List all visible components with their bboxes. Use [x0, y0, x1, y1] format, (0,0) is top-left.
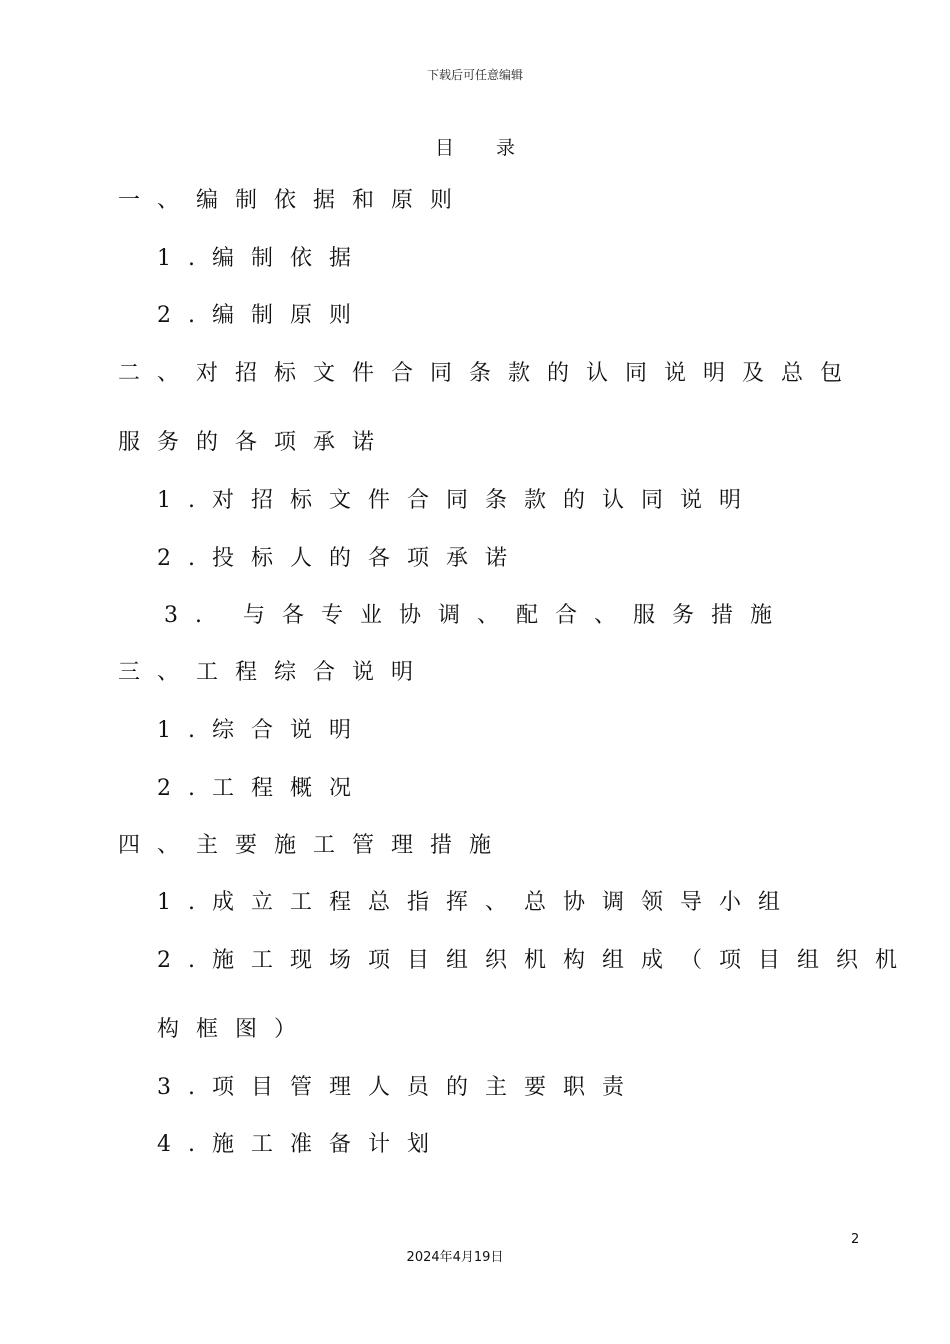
toc-item-2-2: 2.投标人的各项承诺 — [157, 546, 524, 571]
toc-item-4-3: 3.项目管理人员的主要职责 — [157, 1075, 641, 1100]
toc-section-1: 一、编制依据和原则 — [118, 188, 470, 213]
page-footer-date: 2024年4月19日 — [406, 1250, 504, 1265]
toc-item-3-1: 1.综合说明 — [157, 718, 368, 743]
toc-item-2-1: 1.对招标文件合同条款的认同说明 — [157, 488, 758, 513]
toc-item-4-2-continued: 构框图） — [157, 1017, 314, 1042]
toc-item-1-1: 1.编制依据 — [157, 246, 368, 271]
toc-item-2-3: 3. 与各专业协调、配合、服务措施 — [164, 603, 789, 628]
toc-item-4-2: 2.施工现场项目组织机构组成（项目组织机 — [157, 948, 914, 973]
toc-title: 目 录 — [434, 137, 516, 159]
toc-section-2: 二、对招标文件合同条款的认同说明及总包 — [118, 361, 860, 386]
toc-section-3: 三、工程综合说明 — [118, 660, 431, 685]
toc-item-4-1: 1.成立工程总指挥、总协调领导小组 — [157, 890, 797, 915]
page-header: 下载后可任意编辑 — [426, 68, 523, 82]
toc-section-2-continued: 服务的各项承诺 — [118, 430, 392, 455]
toc-section-4: 四、主要施工管理措施 — [118, 833, 509, 858]
page-number: 2 — [851, 1232, 860, 1247]
toc-item-3-2: 2.工程概况 — [157, 776, 368, 801]
toc-item-4-4: 4.施工准备计划 — [157, 1132, 446, 1157]
toc-item-1-2: 2.编制原则 — [157, 303, 368, 328]
